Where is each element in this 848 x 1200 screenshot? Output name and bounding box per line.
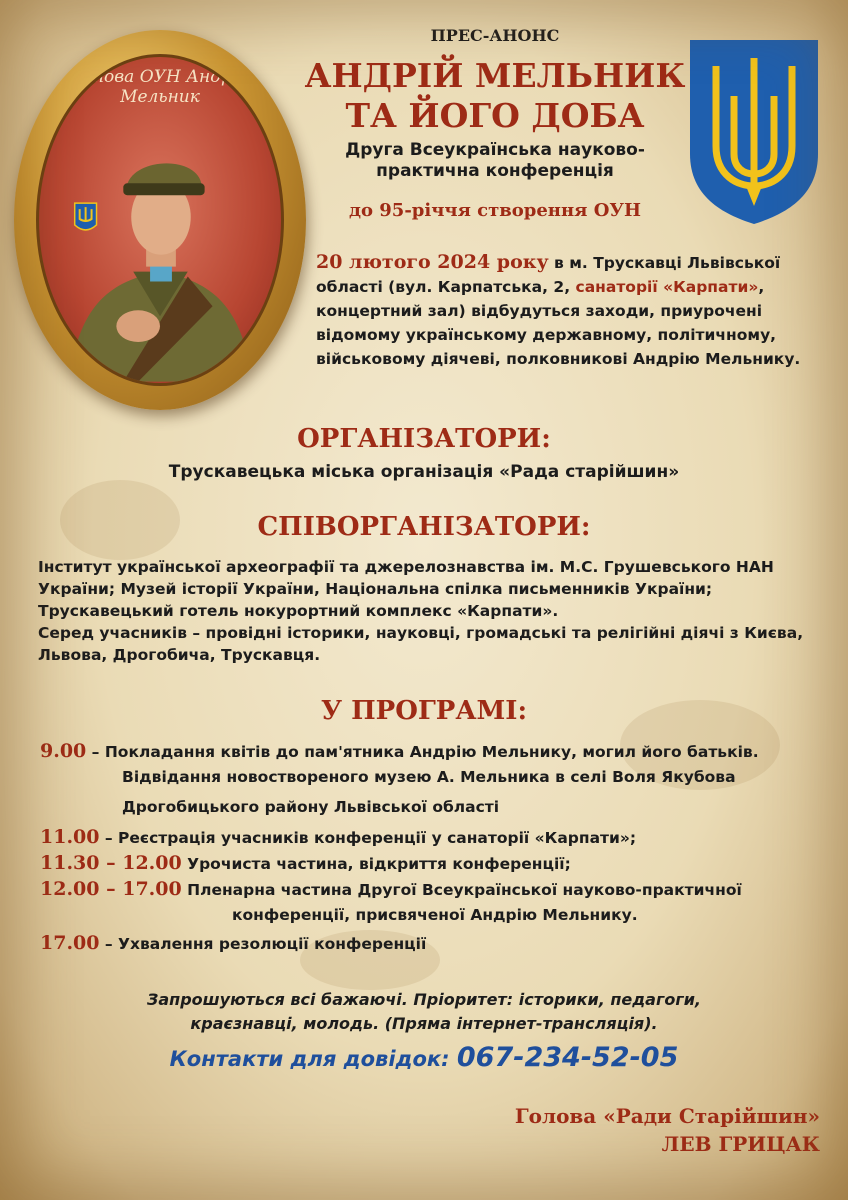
program-time: 12.00 – 17.00 (40, 878, 182, 900)
contacts-label: Контакти для довідок: (169, 1047, 457, 1071)
conference-subtitle (320, 140, 670, 182)
anniversary-text: до 95-річчя створення ОУН (349, 200, 641, 221)
invitation-line-1: Запрошуються всі бажаючі. Пріоритет: історики, педагоги, (147, 990, 701, 1009)
signature-name: ЛЕВ ГРИЦАК (661, 1132, 820, 1156)
program-text-continued: Відвідання новоствореного музею А. Мельника в селі Воля Якубова (122, 768, 736, 786)
program-time: 11.30 – 12.00 (40, 852, 182, 874)
program-item (40, 876, 840, 903)
intro-text-a: в м. Трускавці Львівської області (вул. Карпатська, 2, (316, 254, 781, 296)
coorganizers-text: Інститут української археографії та джерелознавства ім. М.С. Грушевського НАН України; Музей історії України, Національна спілка письменників України; Трускавецький готель нокурортний комплекс «Карпати». (38, 558, 774, 620)
program-text: Урочиста частина, відкриття конференції; (181, 855, 571, 873)
program-item (40, 850, 840, 877)
contacts-line (0, 1042, 848, 1073)
organizers-text: Трускавецька міська організація «Рада старійшин» (168, 462, 680, 482)
program-item (40, 824, 840, 851)
program-item (40, 738, 840, 765)
participants-text: Серед учасників – провідні історики, науковці, громадські та релігійні діячі з Києва, Львова, Дрогобича, Трускавця. (38, 624, 804, 664)
organizers-heading: ОРГАНІЗАТОРИ: (297, 424, 551, 454)
page-title (300, 56, 690, 136)
subtitle-line-2: практична конференція (376, 161, 614, 181)
program-heading: У ПРОГРАМІ: (320, 696, 528, 726)
coorganizers-text-block (38, 556, 818, 666)
program-item (40, 930, 840, 957)
event-date: 20 лютого 2024 року (316, 251, 549, 273)
portrait-medallion (14, 30, 306, 410)
invitation-line-2: краєзнавці, молодь. (Пряма інтернет-трансляція). (190, 1014, 658, 1033)
venue-name: санаторії «Карпати» (575, 278, 759, 296)
program-time: 17.00 (40, 932, 100, 954)
title-line-2: ТА ЙОГО ДОБА (345, 96, 645, 135)
signature-title: Голова «Ради Старійшин» (514, 1104, 820, 1128)
program-text-continued: Дрогобицького району Львівської області (122, 798, 500, 816)
title-line-1: АНДРІЙ МЕЛЬНИК (304, 56, 686, 95)
press-announcement-label: ПРЕС-АНОНС (430, 26, 560, 45)
program-text-continued: конференції, присвяченої Андрію Мельнику. (232, 906, 638, 924)
intro-paragraph (316, 250, 816, 371)
trident-coat-of-arms-icon (686, 36, 822, 226)
portrait-image (36, 54, 284, 386)
program-text: – Покладання квітів до пам'ятника Андрію Мельнику, могил його батьків. (86, 743, 759, 761)
subtitle-line-1: Друга Всеукраїнська науково- (345, 140, 645, 160)
program-text: – Реєстрація учасників конференції у санаторії «Карпати»; (99, 829, 637, 847)
program-text: – Ухвалення резолюції конференції (99, 935, 427, 953)
program-time: 11.00 (40, 826, 100, 848)
signature-block (380, 1102, 820, 1158)
invitation-text (60, 988, 788, 1036)
portrait-caption: Голова ОУН Андрій Мельник (71, 67, 249, 107)
contact-phone: 067-234-52-05 (456, 1042, 679, 1073)
intro-text-b: , концертний зал) відбудуться заходи, приурочені відомому українському державному, політичному, військовому діячеві, полковникові Андрію Мельнику. (316, 278, 801, 368)
program-time: 9.00 (40, 740, 87, 762)
program-text: Пленарна частина Другої Всеукраїнської науково-практичної (181, 881, 742, 899)
coorganizers-heading: СПІВОРГАНІЗАТОРИ: (257, 512, 591, 542)
